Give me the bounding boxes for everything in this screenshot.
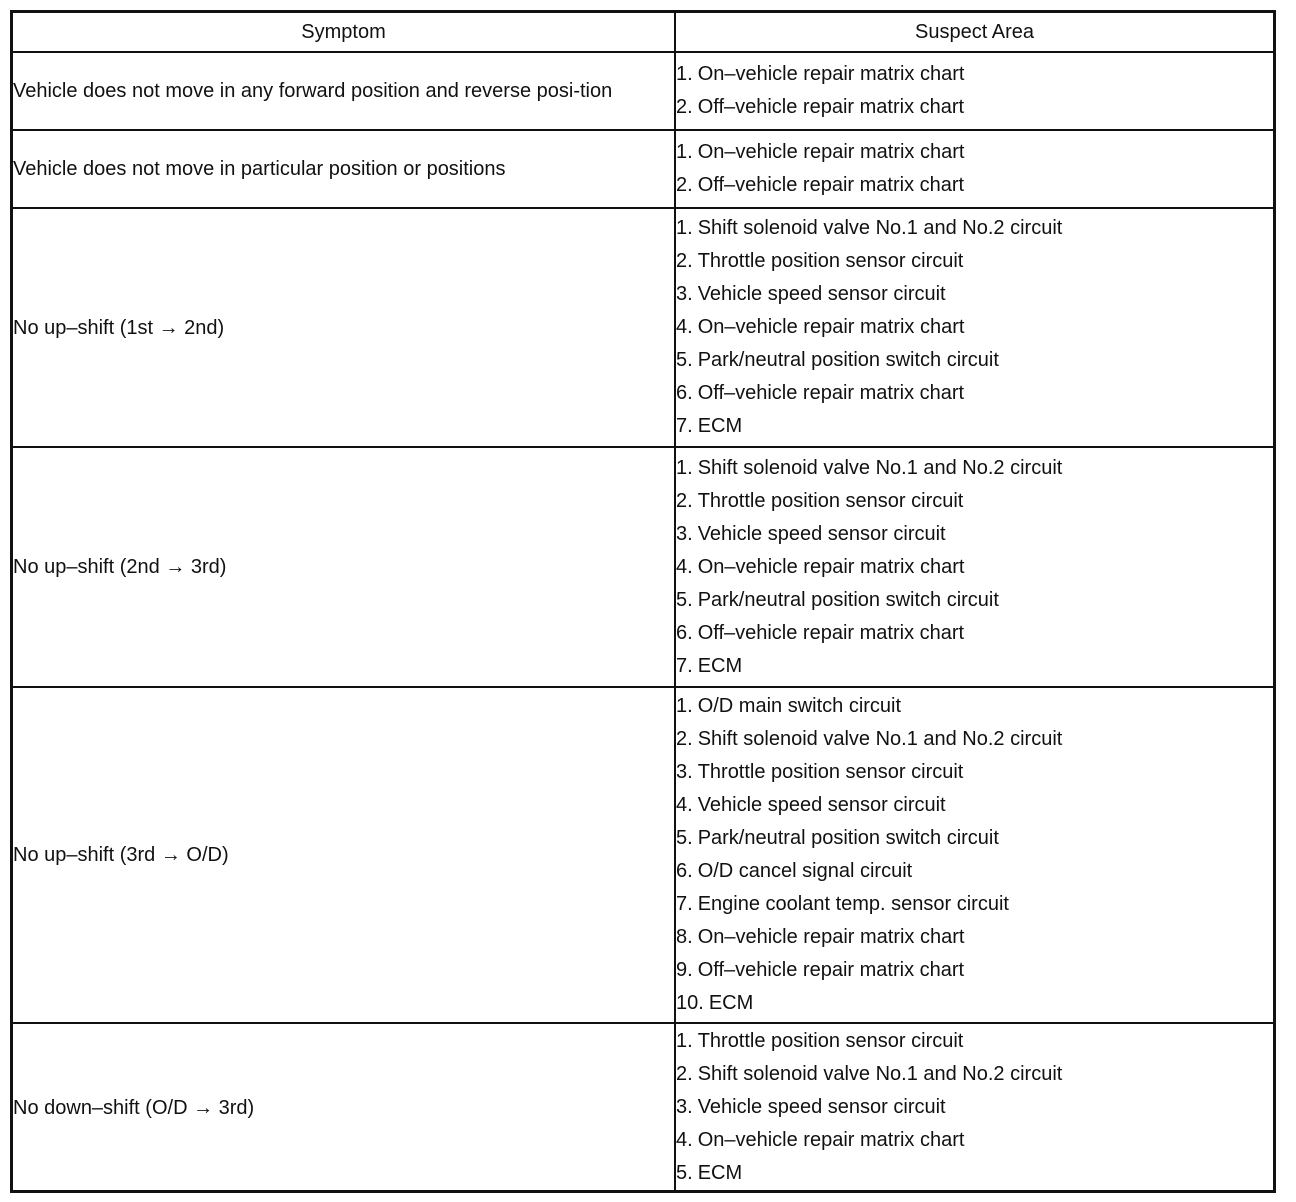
suspect-item: [676, 789, 1273, 822]
suspect-item: [676, 954, 1273, 987]
suspect-item-number: 3.: [676, 761, 693, 783]
suspect-item-number: 1.: [676, 1030, 693, 1052]
suspect-item-number: 1.: [676, 456, 693, 479]
suspect-item-label: Throttle position sensor circuit: [697, 761, 964, 783]
symptom-column-header: Symptom: [13, 13, 675, 52]
symptom-cell: No down–shift (O/D → 3rd): [13, 1023, 675, 1191]
suspect-list: [676, 1025, 1273, 1190]
suspect-list: [676, 452, 1273, 683]
symptom-cell: No up–shift (3rd → O/D): [13, 687, 675, 1023]
suspect-item: [676, 58, 1273, 91]
suspect-item: [676, 245, 1273, 278]
table-row: [13, 687, 1273, 1023]
suspect-item-number: 5.: [676, 349, 693, 371]
suspect-item-number: 4.: [676, 555, 693, 578]
suspect-item-label: Off–vehicle repair matrix chart: [697, 382, 965, 404]
suspect-item: [676, 1157, 1273, 1190]
suspect-item-number: 1.: [676, 141, 693, 163]
suspect-item-label: O/D main switch circuit: [697, 695, 902, 717]
suspect-item: [676, 91, 1273, 124]
suspect-list: [676, 690, 1273, 1020]
suspect-item-number: 7.: [676, 654, 693, 677]
suspect-item-label: Vehicle speed sensor circuit: [697, 1096, 946, 1118]
suspect-item: [676, 485, 1273, 518]
suspect-item: [676, 1124, 1273, 1157]
suspect-item-label: On–vehicle repair matrix chart: [697, 63, 965, 85]
suspect-list: [676, 212, 1273, 443]
suspect-item-label: On–vehicle repair matrix chart: [697, 1129, 965, 1151]
table-body: [13, 52, 1273, 1191]
suspect-item-number: 2.: [676, 728, 693, 750]
suspect-item: [676, 1058, 1273, 1091]
suspect-item-label: ECM: [697, 415, 743, 437]
suspect-item-number: 1.: [676, 217, 693, 239]
symptom-table: [13, 13, 1273, 1191]
suspect-item-label: O/D cancel signal circuit: [697, 860, 913, 882]
troubleshooting-table: [10, 10, 1276, 1193]
suspect-item-number: 2.: [676, 489, 693, 512]
suspect-item: [676, 344, 1273, 377]
suspect-item: [676, 278, 1273, 311]
suspect-item: [676, 855, 1273, 888]
suspect-item: [676, 518, 1273, 551]
suspect-item: [676, 987, 1273, 1020]
header-row: [13, 13, 1273, 52]
suspect-item-label: Off–vehicle repair matrix chart: [697, 174, 965, 196]
table-row: [13, 1023, 1273, 1191]
suspect-item-number: 9.: [676, 959, 693, 981]
suspect-item: [676, 1025, 1273, 1058]
suspect-item: [676, 584, 1273, 617]
suspect-item-number: 2.: [676, 250, 693, 272]
suspect-item-number: 3.: [676, 522, 693, 545]
suspect-item-number: 2.: [676, 1063, 693, 1085]
suspect-item: [676, 822, 1273, 855]
suspect-item-label: Vehicle speed sensor circuit: [697, 283, 946, 305]
suspect-item-label: Throttle position sensor circuit: [697, 1030, 964, 1052]
suspect-item-label: Vehicle speed sensor circuit: [697, 794, 946, 816]
suspect-item-number: 5.: [676, 588, 693, 611]
suspect-item: [676, 888, 1273, 921]
suspect-area-cell: [675, 130, 1273, 208]
suspect-item: [676, 921, 1273, 954]
suspect-item-label: Park/neutral position switch circuit: [697, 827, 999, 849]
suspect-item-label: Shift solenoid valve No.1 and No.2 circuit: [697, 217, 1063, 239]
suspect-item-number: 4.: [676, 1129, 693, 1151]
suspect-item-label: Off–vehicle repair matrix chart: [697, 621, 965, 644]
suspect-item: [676, 136, 1273, 169]
suspect-item-number: 4.: [676, 794, 693, 816]
suspect-item-number: 5.: [676, 1162, 693, 1184]
suspect-area-column-header: Suspect Area: [675, 13, 1273, 52]
table-row: [13, 208, 1273, 447]
table-row: [13, 447, 1273, 687]
symptom-cell: Vehicle does not move in particular position or positions: [13, 130, 675, 208]
table-row: [13, 130, 1273, 208]
suspect-item-number: 7.: [676, 415, 693, 437]
suspect-area-cell: [675, 447, 1273, 687]
suspect-item-label: On–vehicle repair matrix chart: [697, 555, 965, 578]
suspect-area-cell: [675, 208, 1273, 447]
suspect-item-number: 10.: [676, 992, 704, 1014]
suspect-item-label: Throttle position sensor circuit: [697, 250, 964, 272]
suspect-item: [676, 452, 1273, 485]
suspect-item: [676, 377, 1273, 410]
suspect-item-label: Park/neutral position switch circuit: [697, 588, 999, 611]
suspect-item-label: On–vehicle repair matrix chart: [697, 316, 965, 338]
symptom-cell: No up–shift (2nd → 3rd): [13, 447, 675, 687]
suspect-item-number: 7.: [676, 893, 693, 915]
symptom-cell: No up–shift (1st → 2nd): [13, 208, 675, 447]
suspect-item: [676, 410, 1273, 443]
suspect-item: [676, 169, 1273, 202]
suspect-item-number: 3.: [676, 1096, 693, 1118]
suspect-item-number: 6.: [676, 382, 693, 404]
suspect-item-number: 6.: [676, 860, 693, 882]
suspect-item-label: ECM: [708, 992, 754, 1014]
suspect-item-number: 1.: [676, 695, 693, 717]
suspect-item-number: 1.: [676, 63, 693, 85]
suspect-item-label: ECM: [697, 1162, 743, 1184]
suspect-item-label: Off–vehicle repair matrix chart: [697, 959, 965, 981]
suspect-list: [676, 136, 1273, 202]
suspect-item: [676, 650, 1273, 683]
suspect-item-label: Throttle position sensor circuit: [697, 489, 964, 512]
suspect-item-number: 3.: [676, 283, 693, 305]
suspect-area-cell: [675, 687, 1273, 1023]
suspect-item: [676, 1091, 1273, 1124]
suspect-item-label: Shift solenoid valve No.1 and No.2 circuit: [697, 728, 1063, 750]
table-row: [13, 52, 1273, 130]
suspect-item-label: Park/neutral position switch circuit: [697, 349, 999, 371]
suspect-item-label: Vehicle speed sensor circuit: [697, 522, 946, 545]
suspect-item-number: 8.: [676, 926, 693, 948]
suspect-area-cell: [675, 52, 1273, 130]
suspect-item: [676, 551, 1273, 584]
suspect-item-number: 2.: [676, 96, 693, 118]
suspect-item-label: Shift solenoid valve No.1 and No.2 circuit: [697, 456, 1063, 479]
suspect-item-number: 6.: [676, 621, 693, 644]
suspect-item-label: Engine coolant temp. sensor circuit: [697, 893, 1009, 915]
suspect-item-label: On–vehicle repair matrix chart: [697, 141, 965, 163]
symptom-cell: Vehicle does not move in any forward position and reverse posi-tion: [13, 52, 675, 130]
suspect-item: [676, 723, 1273, 756]
suspect-item: [676, 617, 1273, 650]
suspect-item-number: 2.: [676, 174, 693, 196]
suspect-list: [676, 58, 1273, 124]
suspect-item-number: 4.: [676, 316, 693, 338]
suspect-item: [676, 756, 1273, 789]
suspect-item: [676, 690, 1273, 723]
suspect-item: [676, 212, 1273, 245]
suspect-item-label: Off–vehicle repair matrix chart: [697, 96, 965, 118]
suspect-item-number: 5.: [676, 827, 693, 849]
suspect-item-label: On–vehicle repair matrix chart: [697, 926, 965, 948]
suspect-item-label: Shift solenoid valve No.1 and No.2 circuit: [697, 1063, 1063, 1085]
suspect-item: [676, 311, 1273, 344]
suspect-item-label: ECM: [697, 654, 743, 677]
suspect-area-cell: [675, 1023, 1273, 1191]
